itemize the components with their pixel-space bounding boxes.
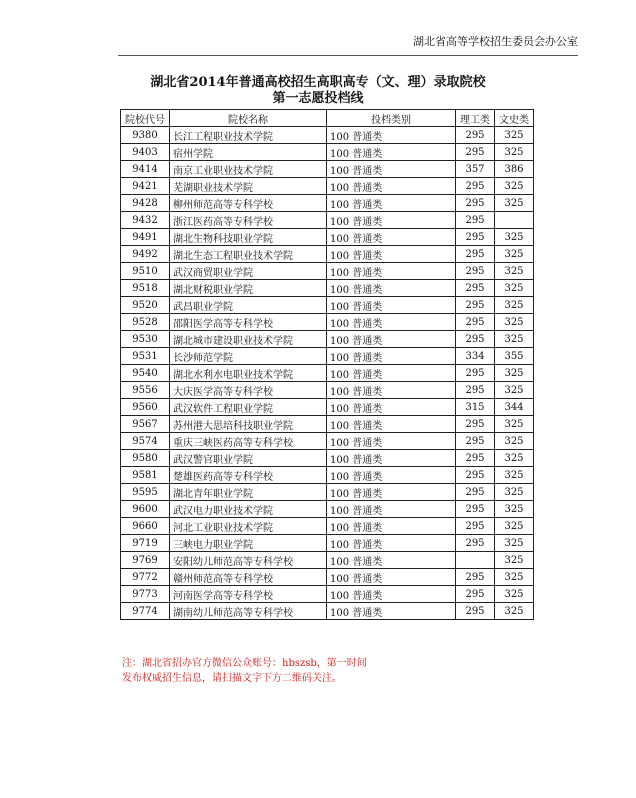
- school-code-cell: 9769: [121, 552, 170, 569]
- note-line-2: 发布权威招生信息，请扫描文字下方二维码关注。: [122, 673, 342, 684]
- admission-type-cell: 100 普通类: [327, 450, 456, 467]
- admission-score-table: [120, 109, 534, 620]
- science-score-cell: 295: [456, 518, 495, 535]
- header-org-name: 湖北省高等学校招生委员会办公室: [413, 35, 578, 48]
- admission-type-cell: 100 普通类: [327, 433, 456, 450]
- document-subtitle: 第一志愿投档线: [272, 91, 364, 106]
- admission-type-cell: 100 普通类: [327, 348, 456, 365]
- table-row: [121, 314, 534, 331]
- column-header-code: 院校代号: [121, 110, 170, 127]
- science-score-cell: 295: [456, 331, 495, 348]
- school-name-cell: 赣州师范高等专科学校: [170, 569, 327, 586]
- school-name-cell: 湖北水利水电职业技术学院: [170, 365, 327, 382]
- table-row: [121, 161, 534, 178]
- table-header-row: [121, 110, 534, 127]
- school-name-cell: 长沙师范学院: [170, 348, 327, 365]
- admission-type-cell: 100 普通类: [327, 195, 456, 212]
- table-row: [121, 144, 534, 161]
- science-score-cell: 295: [456, 501, 495, 518]
- school-code-cell: 9567: [121, 416, 170, 433]
- column-header-science: 理工类: [456, 110, 495, 127]
- arts-score-cell: 386: [495, 161, 534, 178]
- arts-score-cell: 355: [495, 348, 534, 365]
- admission-type-cell: 100 普通类: [327, 280, 456, 297]
- school-name-cell: 三峡电力职业学院: [170, 535, 327, 552]
- arts-score-cell: 325: [495, 467, 534, 484]
- science-score-cell: 334: [456, 348, 495, 365]
- science-score-cell: [456, 552, 495, 569]
- arts-score-cell: 325: [495, 484, 534, 501]
- note-line-1: 注：湖北省招办官方微信公众账号：hbszsb，第一时间: [122, 658, 367, 669]
- school-name-cell: 湖北生态工程职业技术学院: [170, 246, 327, 263]
- school-code-cell: 9773: [121, 586, 170, 603]
- table-row: [121, 195, 534, 212]
- science-score-cell: 295: [456, 127, 495, 144]
- arts-score-cell: 344: [495, 399, 534, 416]
- science-score-cell: 295: [456, 416, 495, 433]
- admission-type-cell: 100 普通类: [327, 552, 456, 569]
- science-score-cell: 295: [456, 263, 495, 280]
- school-name-cell: 武汉警官职业学院: [170, 450, 327, 467]
- science-score-cell: 295: [456, 297, 495, 314]
- arts-score-cell: 325: [495, 603, 534, 620]
- arts-score-cell: 325: [495, 331, 534, 348]
- science-score-cell: 295: [456, 535, 495, 552]
- school-code-cell: 9581: [121, 467, 170, 484]
- school-name-cell: 河北工业职业技术学院: [170, 518, 327, 535]
- table-row: [121, 365, 534, 382]
- school-code-cell: 9580: [121, 450, 170, 467]
- arts-score-cell: 325: [495, 586, 534, 603]
- admission-type-cell: 100 普通类: [327, 484, 456, 501]
- school-code-cell: 9518: [121, 280, 170, 297]
- school-code-cell: 9421: [121, 178, 170, 195]
- school-name-cell: 芜湖职业技术学院: [170, 178, 327, 195]
- table-row: [121, 433, 534, 450]
- admission-type-cell: 100 普通类: [327, 586, 456, 603]
- column-header-type: 投档类别: [327, 110, 456, 127]
- school-code-cell: 9772: [121, 569, 170, 586]
- science-score-cell: 295: [456, 178, 495, 195]
- admission-type-cell: 100 普通类: [327, 212, 456, 229]
- school-code-cell: 9414: [121, 161, 170, 178]
- arts-score-cell: 325: [495, 433, 534, 450]
- table-row: [121, 246, 534, 263]
- arts-score-cell: 325: [495, 297, 534, 314]
- arts-score-cell: 325: [495, 569, 534, 586]
- science-score-cell: 295: [456, 569, 495, 586]
- school-code-cell: 9660: [121, 518, 170, 535]
- table-row: [121, 297, 534, 314]
- admission-type-cell: 100 普通类: [327, 518, 456, 535]
- admission-type-cell: 100 普通类: [327, 603, 456, 620]
- science-score-cell: 295: [456, 144, 495, 161]
- school-code-cell: 9556: [121, 382, 170, 399]
- admission-type-cell: 100 普通类: [327, 246, 456, 263]
- science-score-cell: 295: [456, 212, 495, 229]
- table-row: [121, 127, 534, 144]
- arts-score-cell: 325: [495, 450, 534, 467]
- school-name-cell: 湖北生物科技职业学院: [170, 229, 327, 246]
- table-row: [121, 348, 534, 365]
- table-row: [121, 399, 534, 416]
- science-score-cell: 315: [456, 399, 495, 416]
- school-code-cell: 9560: [121, 399, 170, 416]
- arts-score-cell: 325: [495, 280, 534, 297]
- school-name-cell: 武汉电力职业技术学院: [170, 501, 327, 518]
- arts-score-cell: 325: [495, 501, 534, 518]
- admission-type-cell: 100 普通类: [327, 229, 456, 246]
- arts-score-cell: 325: [495, 127, 534, 144]
- school-code-cell: 9774: [121, 603, 170, 620]
- school-name-cell: 重庆三峡医药高等专科学校: [170, 433, 327, 450]
- admission-type-cell: 100 普通类: [327, 535, 456, 552]
- science-score-cell: 295: [456, 365, 495, 382]
- school-name-cell: 湖南幼儿师范高等专科学校: [170, 603, 327, 620]
- admission-type-cell: 100 普通类: [327, 382, 456, 399]
- school-name-cell: 长江工程职业技术学院: [170, 127, 327, 144]
- column-header-arts: 文史类: [495, 110, 534, 127]
- school-name-cell: 湖北城市建设职业技术学院: [170, 331, 327, 348]
- table-row: [121, 416, 534, 433]
- science-score-cell: 357: [456, 161, 495, 178]
- school-name-cell: 安阳幼儿师范高等专科学校: [170, 552, 327, 569]
- school-code-cell: 9540: [121, 365, 170, 382]
- arts-score-cell: 325: [495, 382, 534, 399]
- arts-score-cell: 325: [495, 195, 534, 212]
- school-name-cell: 湖北财税职业学院: [170, 280, 327, 297]
- arts-score-cell: 325: [495, 144, 534, 161]
- science-score-cell: 295: [456, 586, 495, 603]
- arts-score-cell: 325: [495, 229, 534, 246]
- school-name-cell: 柳州师范高等专科学校: [170, 195, 327, 212]
- school-name-cell: 邵阳医学高等专科学校: [170, 314, 327, 331]
- table-row: [121, 280, 534, 297]
- table-row: [121, 535, 534, 552]
- school-code-cell: 9528: [121, 314, 170, 331]
- admission-type-cell: 100 普通类: [327, 331, 456, 348]
- table-row: [121, 263, 534, 280]
- table-row: [121, 178, 534, 195]
- arts-score-cell: 325: [495, 552, 534, 569]
- science-score-cell: 295: [456, 467, 495, 484]
- science-score-cell: 295: [456, 195, 495, 212]
- table-row: [121, 569, 534, 586]
- school-code-cell: 9403: [121, 144, 170, 161]
- table-body: [121, 127, 534, 620]
- arts-score-cell: [495, 212, 534, 229]
- admission-type-cell: 100 普通类: [327, 365, 456, 382]
- science-score-cell: 295: [456, 314, 495, 331]
- school-code-cell: 9432: [121, 212, 170, 229]
- admission-type-cell: 100 普通类: [327, 416, 456, 433]
- school-name-cell: 大庆医学高等专科学校: [170, 382, 327, 399]
- admission-type-cell: 100 普通类: [327, 399, 456, 416]
- admission-type-cell: 100 普通类: [327, 127, 456, 144]
- school-name-cell: 浙江医药高等专科学校: [170, 212, 327, 229]
- school-name-cell: 楚雄医药高等专科学校: [170, 467, 327, 484]
- table-row: [121, 552, 534, 569]
- arts-score-cell: 325: [495, 314, 534, 331]
- science-score-cell: 295: [456, 450, 495, 467]
- admission-type-cell: 100 普通类: [327, 569, 456, 586]
- school-code-cell: 9380: [121, 127, 170, 144]
- school-code-cell: 9520: [121, 297, 170, 314]
- school-code-cell: 9531: [121, 348, 170, 365]
- header-divider: [118, 55, 578, 56]
- school-code-cell: 9595: [121, 484, 170, 501]
- table-row: [121, 382, 534, 399]
- table-row: [121, 586, 534, 603]
- school-name-cell: 武汉软件工程职业学院: [170, 399, 327, 416]
- school-code-cell: 9574: [121, 433, 170, 450]
- table-row: [121, 331, 534, 348]
- science-score-cell: 295: [456, 484, 495, 501]
- table-row: [121, 467, 534, 484]
- school-code-cell: 9428: [121, 195, 170, 212]
- admission-type-cell: 100 普通类: [327, 297, 456, 314]
- school-name-cell: 湖北青年职业学院: [170, 484, 327, 501]
- school-code-cell: 9491: [121, 229, 170, 246]
- table-row: [121, 603, 534, 620]
- admission-type-cell: 100 普通类: [327, 178, 456, 195]
- table-row: [121, 450, 534, 467]
- school-name-cell: 苏州港大思培科技职业学院: [170, 416, 327, 433]
- science-score-cell: 295: [456, 246, 495, 263]
- arts-score-cell: 325: [495, 365, 534, 382]
- table-row: [121, 484, 534, 501]
- arts-score-cell: 325: [495, 518, 534, 535]
- school-name-cell: 武汉商贸职业学院: [170, 263, 327, 280]
- science-score-cell: 295: [456, 382, 495, 399]
- school-code-cell: 9530: [121, 331, 170, 348]
- school-name-cell: 河南医学高等专科学校: [170, 586, 327, 603]
- admission-type-cell: 100 普通类: [327, 263, 456, 280]
- school-name-cell: 宿州学院: [170, 144, 327, 161]
- admission-type-cell: 100 普通类: [327, 161, 456, 178]
- admission-type-cell: 100 普通类: [327, 501, 456, 518]
- table-row: [121, 212, 534, 229]
- arts-score-cell: 325: [495, 246, 534, 263]
- science-score-cell: 295: [456, 280, 495, 297]
- school-name-cell: 武昌职业学院: [170, 297, 327, 314]
- science-score-cell: 295: [456, 603, 495, 620]
- document-title: 湖北省2014年普通高校招生高职高专（文、理）录取院校: [150, 75, 486, 90]
- column-header-name: 院校名称: [170, 110, 327, 127]
- science-score-cell: 295: [456, 229, 495, 246]
- arts-score-cell: 325: [495, 263, 534, 280]
- science-score-cell: 295: [456, 433, 495, 450]
- arts-score-cell: 325: [495, 178, 534, 195]
- school-code-cell: 9492: [121, 246, 170, 263]
- school-name-cell: 南京工业职业技术学院: [170, 161, 327, 178]
- admission-type-cell: 100 普通类: [327, 144, 456, 161]
- table-row: [121, 518, 534, 535]
- school-code-cell: 9600: [121, 501, 170, 518]
- table-row: [121, 501, 534, 518]
- admission-type-cell: 100 普通类: [327, 314, 456, 331]
- table-row: [121, 229, 534, 246]
- arts-score-cell: 325: [495, 416, 534, 433]
- school-code-cell: 9510: [121, 263, 170, 280]
- admission-type-cell: 100 普通类: [327, 467, 456, 484]
- arts-score-cell: 325: [495, 535, 534, 552]
- school-code-cell: 9719: [121, 535, 170, 552]
